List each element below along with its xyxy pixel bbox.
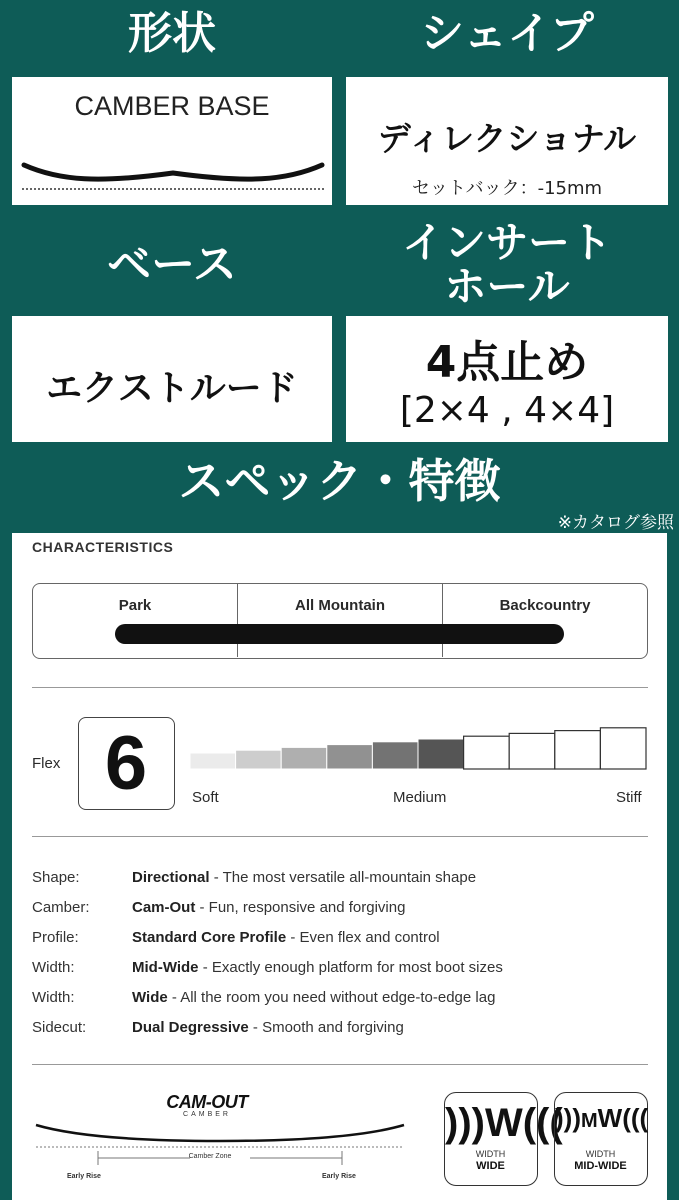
cam-out-logo-sub: CAMBER — [183, 1111, 231, 1118]
early-rise-left: Early Rise — [67, 1173, 101, 1180]
flex-segment — [372, 742, 418, 769]
flex-segment — [509, 733, 555, 769]
spec-name: Standard Core Profile — [132, 929, 287, 946]
flex-segment — [327, 745, 373, 769]
header-shape: シェイプ — [420, 8, 594, 59]
flex-segment — [555, 731, 601, 769]
spec-name: Wide — [132, 989, 168, 1006]
spec-row — [32, 869, 476, 886]
width-wide-badge — [444, 1092, 563, 1186]
flex-segment — [236, 750, 282, 769]
catalog-sheet — [12, 533, 667, 1200]
width-wide-label: WIDE — [476, 1160, 505, 1172]
spec-row — [32, 929, 440, 946]
width-midwide-sub: WIDTH — [585, 1149, 616, 1159]
flex-medium: Medium — [393, 789, 447, 806]
early-rise-right: Early Rise — [322, 1173, 356, 1180]
shape-value: ディレクショナル — [377, 119, 637, 158]
spec-key: Sidecut: — [32, 1019, 87, 1036]
terrain-backcountry: Backcountry — [499, 597, 591, 614]
spec-key: Shape: — [32, 869, 80, 886]
width-midwide-label: MID-WIDE — [574, 1160, 627, 1172]
camber-profile-icon — [20, 155, 326, 195]
insert-pattern: [2×4 , 4×4] — [399, 390, 615, 431]
insert-value: 4点止め — [425, 337, 589, 388]
spec-row — [32, 1019, 404, 1036]
catalog-note: ※カタログ参照 — [557, 513, 674, 533]
spec-key: Profile: — [32, 929, 79, 946]
flex-segment — [600, 728, 646, 769]
shape-box — [346, 77, 668, 205]
spec-key: Width: — [32, 989, 75, 1006]
flex-segment — [190, 753, 236, 769]
width-mw-icon: )))MW((( — [555, 1103, 649, 1133]
spec-desc: - Even flex and control — [286, 929, 440, 946]
flex-value: 6 — [104, 721, 148, 806]
spec-name: Directional — [132, 869, 210, 886]
flex-label: Flex — [32, 755, 61, 772]
camber-base-box — [12, 77, 332, 205]
spec-row — [32, 959, 503, 976]
camber-zone-label: Camber Zone — [188, 1153, 232, 1160]
flex-stiff: Stiff — [616, 789, 642, 806]
spec-desc: - Exactly enough platform for most boot sizes — [198, 959, 503, 976]
terrain-park: Park — [118, 597, 152, 614]
spec-desc: - The most versatile all-mountain shape — [209, 869, 477, 886]
camber-base-label: CAMBER BASE — [74, 91, 270, 121]
base-box — [12, 316, 332, 442]
width-w-icon: )))W((( — [445, 1101, 563, 1145]
flex-segment — [418, 739, 464, 769]
spec-desc: - All the room you need without edge-to-edge lag — [167, 989, 496, 1006]
terrain-divider — [237, 584, 238, 657]
insert-box — [346, 316, 668, 442]
flex-soft: Soft — [192, 789, 219, 806]
width-wide-sub: WIDTH — [475, 1149, 506, 1159]
spec-name: Dual Degressive — [132, 1019, 249, 1036]
divider — [32, 836, 648, 837]
characteristics-title: CHARACTERISTICS — [32, 539, 174, 555]
divider — [32, 1064, 648, 1065]
header-insert-line2: ホール — [444, 262, 570, 311]
width-midwide-badge — [554, 1092, 648, 1186]
terrain-coverage-bar — [115, 624, 564, 644]
base-value: エクストルード — [46, 368, 298, 409]
terrain-box — [32, 583, 648, 659]
flex-segment — [281, 747, 327, 769]
spec-name: Cam-Out — [132, 899, 196, 916]
cam-out-logo-text: CAM-OUT — [166, 1092, 248, 1112]
spec-row — [32, 899, 405, 916]
setback-value: セットバック：-15mm — [411, 178, 603, 199]
terrain-all-mountain: All Mountain — [295, 597, 385, 614]
spec-key: Camber: — [32, 899, 90, 916]
spec-desc: - Smooth and forgiving — [248, 1019, 404, 1036]
cam-out-profile-icon — [30, 1111, 410, 1181]
spec-row — [32, 989, 495, 1006]
terrain-divider — [442, 584, 443, 657]
header-shape-form: 形状 — [128, 8, 216, 59]
header-base: ベース — [107, 239, 237, 290]
flex-segment — [464, 736, 510, 769]
flex-value-box — [78, 717, 175, 810]
header-specs: スペック・特徴 — [178, 454, 501, 508]
spec-key: Width: — [32, 959, 75, 976]
divider — [32, 687, 648, 688]
header-insert-line1: インサート — [401, 218, 612, 267]
spec-desc: - Fun, responsive and forgiving — [195, 899, 406, 916]
flex-scale-bar — [190, 719, 650, 779]
spec-name: Mid-Wide — [132, 959, 199, 976]
